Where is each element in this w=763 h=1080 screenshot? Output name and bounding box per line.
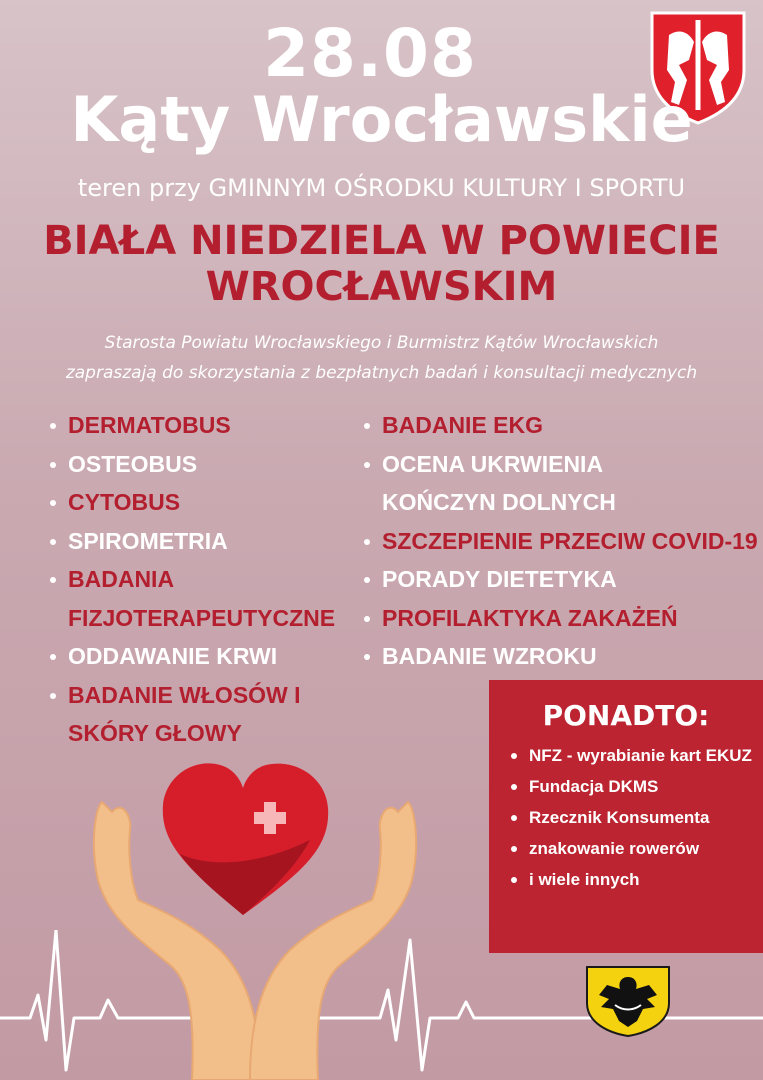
- invitation-text: [10, 328, 753, 388]
- service-item: PROFILAKTYKA ZAKAŻEŃ: [362, 599, 760, 638]
- additional-service-item: znakowanie rowerów: [509, 833, 759, 864]
- service-item: OCENA UKRWIENIA KOŃCZYN DOLNYCH: [362, 445, 722, 522]
- additional-services-title: PONADTO:: [542, 699, 710, 732]
- service-item: PORADY DIETETYKA: [362, 560, 760, 599]
- service-item: OSTEOBUS: [48, 445, 348, 484]
- additional-service-item: i wiele innych: [509, 864, 759, 895]
- service-item: SPIROMETRIA: [48, 522, 348, 561]
- additional-service-item: Fundacja DKMS: [509, 771, 759, 802]
- venue-line: teren przy GMINNYM OŚRODKU KULTURY I SPORTU: [77, 174, 686, 202]
- service-item: BADANIA FIZJOTERAPEUTYCZNE: [48, 560, 348, 637]
- additional-service-item: Rzecznik Konsumenta: [509, 802, 759, 833]
- services-list-left: [48, 406, 348, 753]
- heart-with-cross-icon: [163, 763, 328, 915]
- service-item: BADANIE WŁOSÓW I SKÓRY GŁOWY: [48, 676, 348, 753]
- additional-service-item: NFZ - wyrabianie kart EKUZ: [509, 740, 759, 771]
- services-list-right: [362, 406, 760, 676]
- service-item: CYTOBUS: [48, 483, 348, 522]
- hands-and-heart-illustration: [60, 750, 450, 1080]
- service-item: BADANIE WZROKU: [362, 637, 760, 676]
- invitation-line-2: zapraszają do skorzystania z bezpłatnych badań i konsultacji medycznych: [65, 363, 698, 383]
- service-item: SZCZEPIENIE PRZECIW COVID-19: [362, 522, 760, 561]
- additional-services-box: [489, 680, 763, 953]
- event-title: BIAŁA NIEDZIELA W POWIECIE WROCŁAWSKIM: [43, 218, 720, 310]
- silesian-eagle-coat-of-arms-icon: [585, 965, 671, 1037]
- service-item: ODDAWANIE KRWI: [48, 637, 348, 676]
- town-name: Kąty Wrocławskie: [70, 83, 693, 156]
- service-item: DERMATOBUS: [48, 406, 348, 445]
- event-date: 28.08: [263, 15, 477, 92]
- invitation-line-1: Starosta Powiatu Wrocławskiego i Burmistrz Kątów Wrocławskich: [104, 333, 659, 353]
- additional-services-list: [509, 740, 759, 895]
- service-item: BADANIE EKG: [362, 406, 760, 445]
